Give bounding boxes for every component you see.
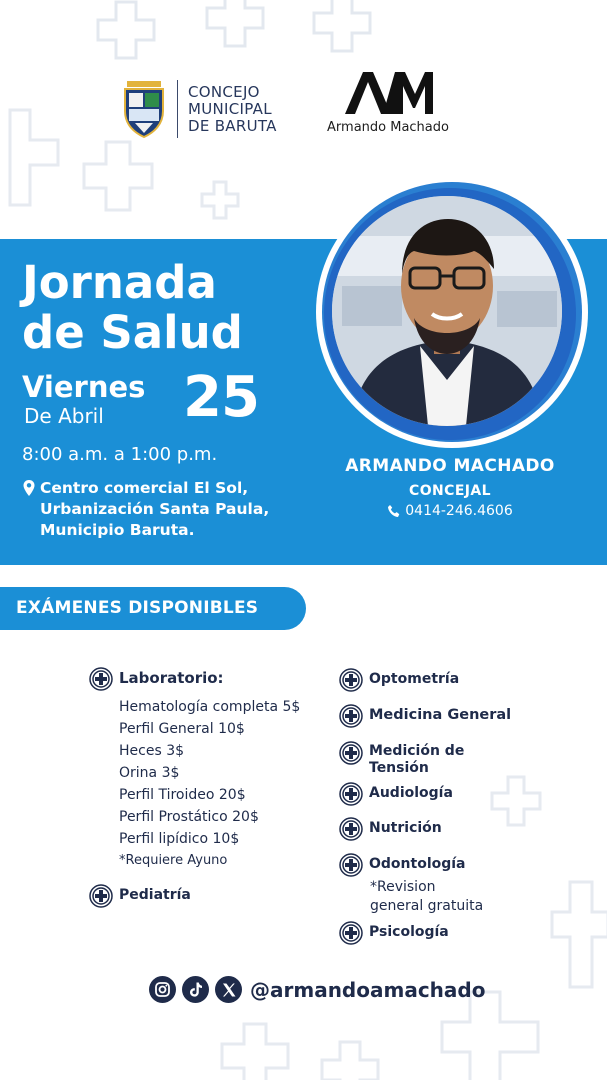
address-line: Centro comercial El Sol, — [40, 479, 249, 497]
exam-label: Optometría — [369, 671, 460, 687]
address-line: Municipio Baruta. — [40, 521, 195, 539]
exam-label: Nutrición — [369, 820, 442, 836]
lab-item: Heces 3$ — [119, 743, 185, 759]
exam-label: Tensión — [369, 760, 429, 776]
event-hours: 8:00 a.m. a 1:00 p.m. — [22, 444, 218, 465]
social-handle[interactable]: @armandoamachado — [250, 977, 486, 1002]
council-line: MUNICIPAL — [188, 99, 272, 118]
candidate-role: CONCEJAL — [409, 483, 491, 499]
medical-cross-icon — [339, 668, 363, 692]
exam-medicion-tension — [339, 741, 464, 777]
phone-icon — [387, 504, 401, 518]
council-logo — [123, 79, 277, 139]
am-logo — [318, 70, 458, 135]
medical-cross-icon — [89, 884, 113, 908]
exam-label: Audiología — [369, 785, 453, 801]
council-line: DE BARUTA — [188, 116, 277, 135]
event-title — [22, 258, 243, 358]
exam-label: Odontología — [369, 856, 466, 872]
exam-psicologia — [339, 921, 449, 945]
odontologia-note-line: general gratuita — [370, 898, 484, 914]
event-address — [22, 478, 269, 541]
council-name — [188, 84, 277, 135]
am-monogram-icon — [343, 70, 433, 116]
exam-label: Pediatría — [119, 887, 191, 903]
lab-item: Perfil Tiroideo 20$ — [119, 787, 246, 803]
background-cross — [205, 0, 265, 48]
medical-cross-icon — [89, 667, 113, 691]
background-cross — [96, 0, 156, 60]
x-icon[interactable] — [215, 976, 242, 1003]
medical-cross-icon — [339, 817, 363, 841]
lab-note: *Requiere Ayuno — [119, 853, 228, 868]
candidate-name: ARMANDO MACHADO — [345, 456, 555, 476]
background-cross — [82, 140, 154, 212]
medical-cross-icon — [339, 704, 363, 728]
am-name: Armando Machado — [327, 120, 449, 135]
exam-label: Laboratorio: — [119, 669, 224, 687]
exam-label: Psicología — [369, 924, 449, 940]
event-month: De Abril — [24, 404, 104, 428]
exams-heading: EXÁMENES DISPONIBLES — [16, 598, 259, 618]
lab-item: Orina 3$ — [119, 765, 180, 781]
background-cross — [0, 100, 60, 210]
background-cross — [312, 0, 372, 55]
exam-label: Medición de — [369, 743, 465, 759]
event-title-line: Jornada — [22, 256, 217, 309]
lab-item: Perfil lipídico 10$ — [119, 831, 240, 847]
candidate-phone[interactable] — [300, 503, 600, 519]
exam-medicina-general — [339, 704, 511, 728]
lab-item: Perfil General 10$ — [119, 721, 245, 737]
background-cross — [200, 180, 240, 220]
background-cross — [220, 1022, 290, 1080]
baruta-shield-icon — [123, 79, 165, 139]
phone-number: 0414-246.4606 — [405, 503, 513, 519]
event-weekday: Viernes — [22, 370, 146, 404]
background-cross — [440, 990, 540, 1080]
medical-cross-icon — [339, 921, 363, 945]
social-links — [149, 976, 485, 1003]
medical-cross-icon — [339, 782, 363, 806]
medical-cross-icon — [339, 853, 363, 877]
council-divider — [177, 80, 178, 138]
background-cross — [490, 775, 542, 827]
tiktok-icon[interactable] — [182, 976, 209, 1003]
exam-audiologia — [339, 782, 453, 806]
medical-cross-icon — [339, 741, 363, 765]
event-day: 25 — [183, 365, 259, 430]
candidate-photo — [332, 196, 562, 426]
lab-item: Perfil Prostático 20$ — [119, 809, 259, 825]
location-pin-icon — [22, 479, 36, 497]
exam-nutricion — [339, 817, 442, 841]
exam-pediatria — [89, 884, 191, 908]
background-cross — [320, 1040, 380, 1080]
odontologia-note — [370, 878, 483, 916]
instagram-icon[interactable] — [149, 976, 176, 1003]
event-title-line: de Salud — [22, 306, 243, 359]
exam-optometria — [339, 668, 459, 692]
address-line: Urbanización Santa Paula, — [40, 500, 270, 518]
exam-odontologia — [339, 853, 466, 877]
exam-laboratorio — [89, 667, 224, 691]
odontologia-note-line: *Revision — [370, 879, 436, 895]
lab-item: Hematología completa 5$ — [119, 699, 301, 715]
background-cross — [548, 880, 607, 990]
council-line: CONCEJO — [188, 82, 260, 101]
exam-label: Medicina General — [369, 707, 512, 723]
lab-items-list — [119, 696, 300, 872]
